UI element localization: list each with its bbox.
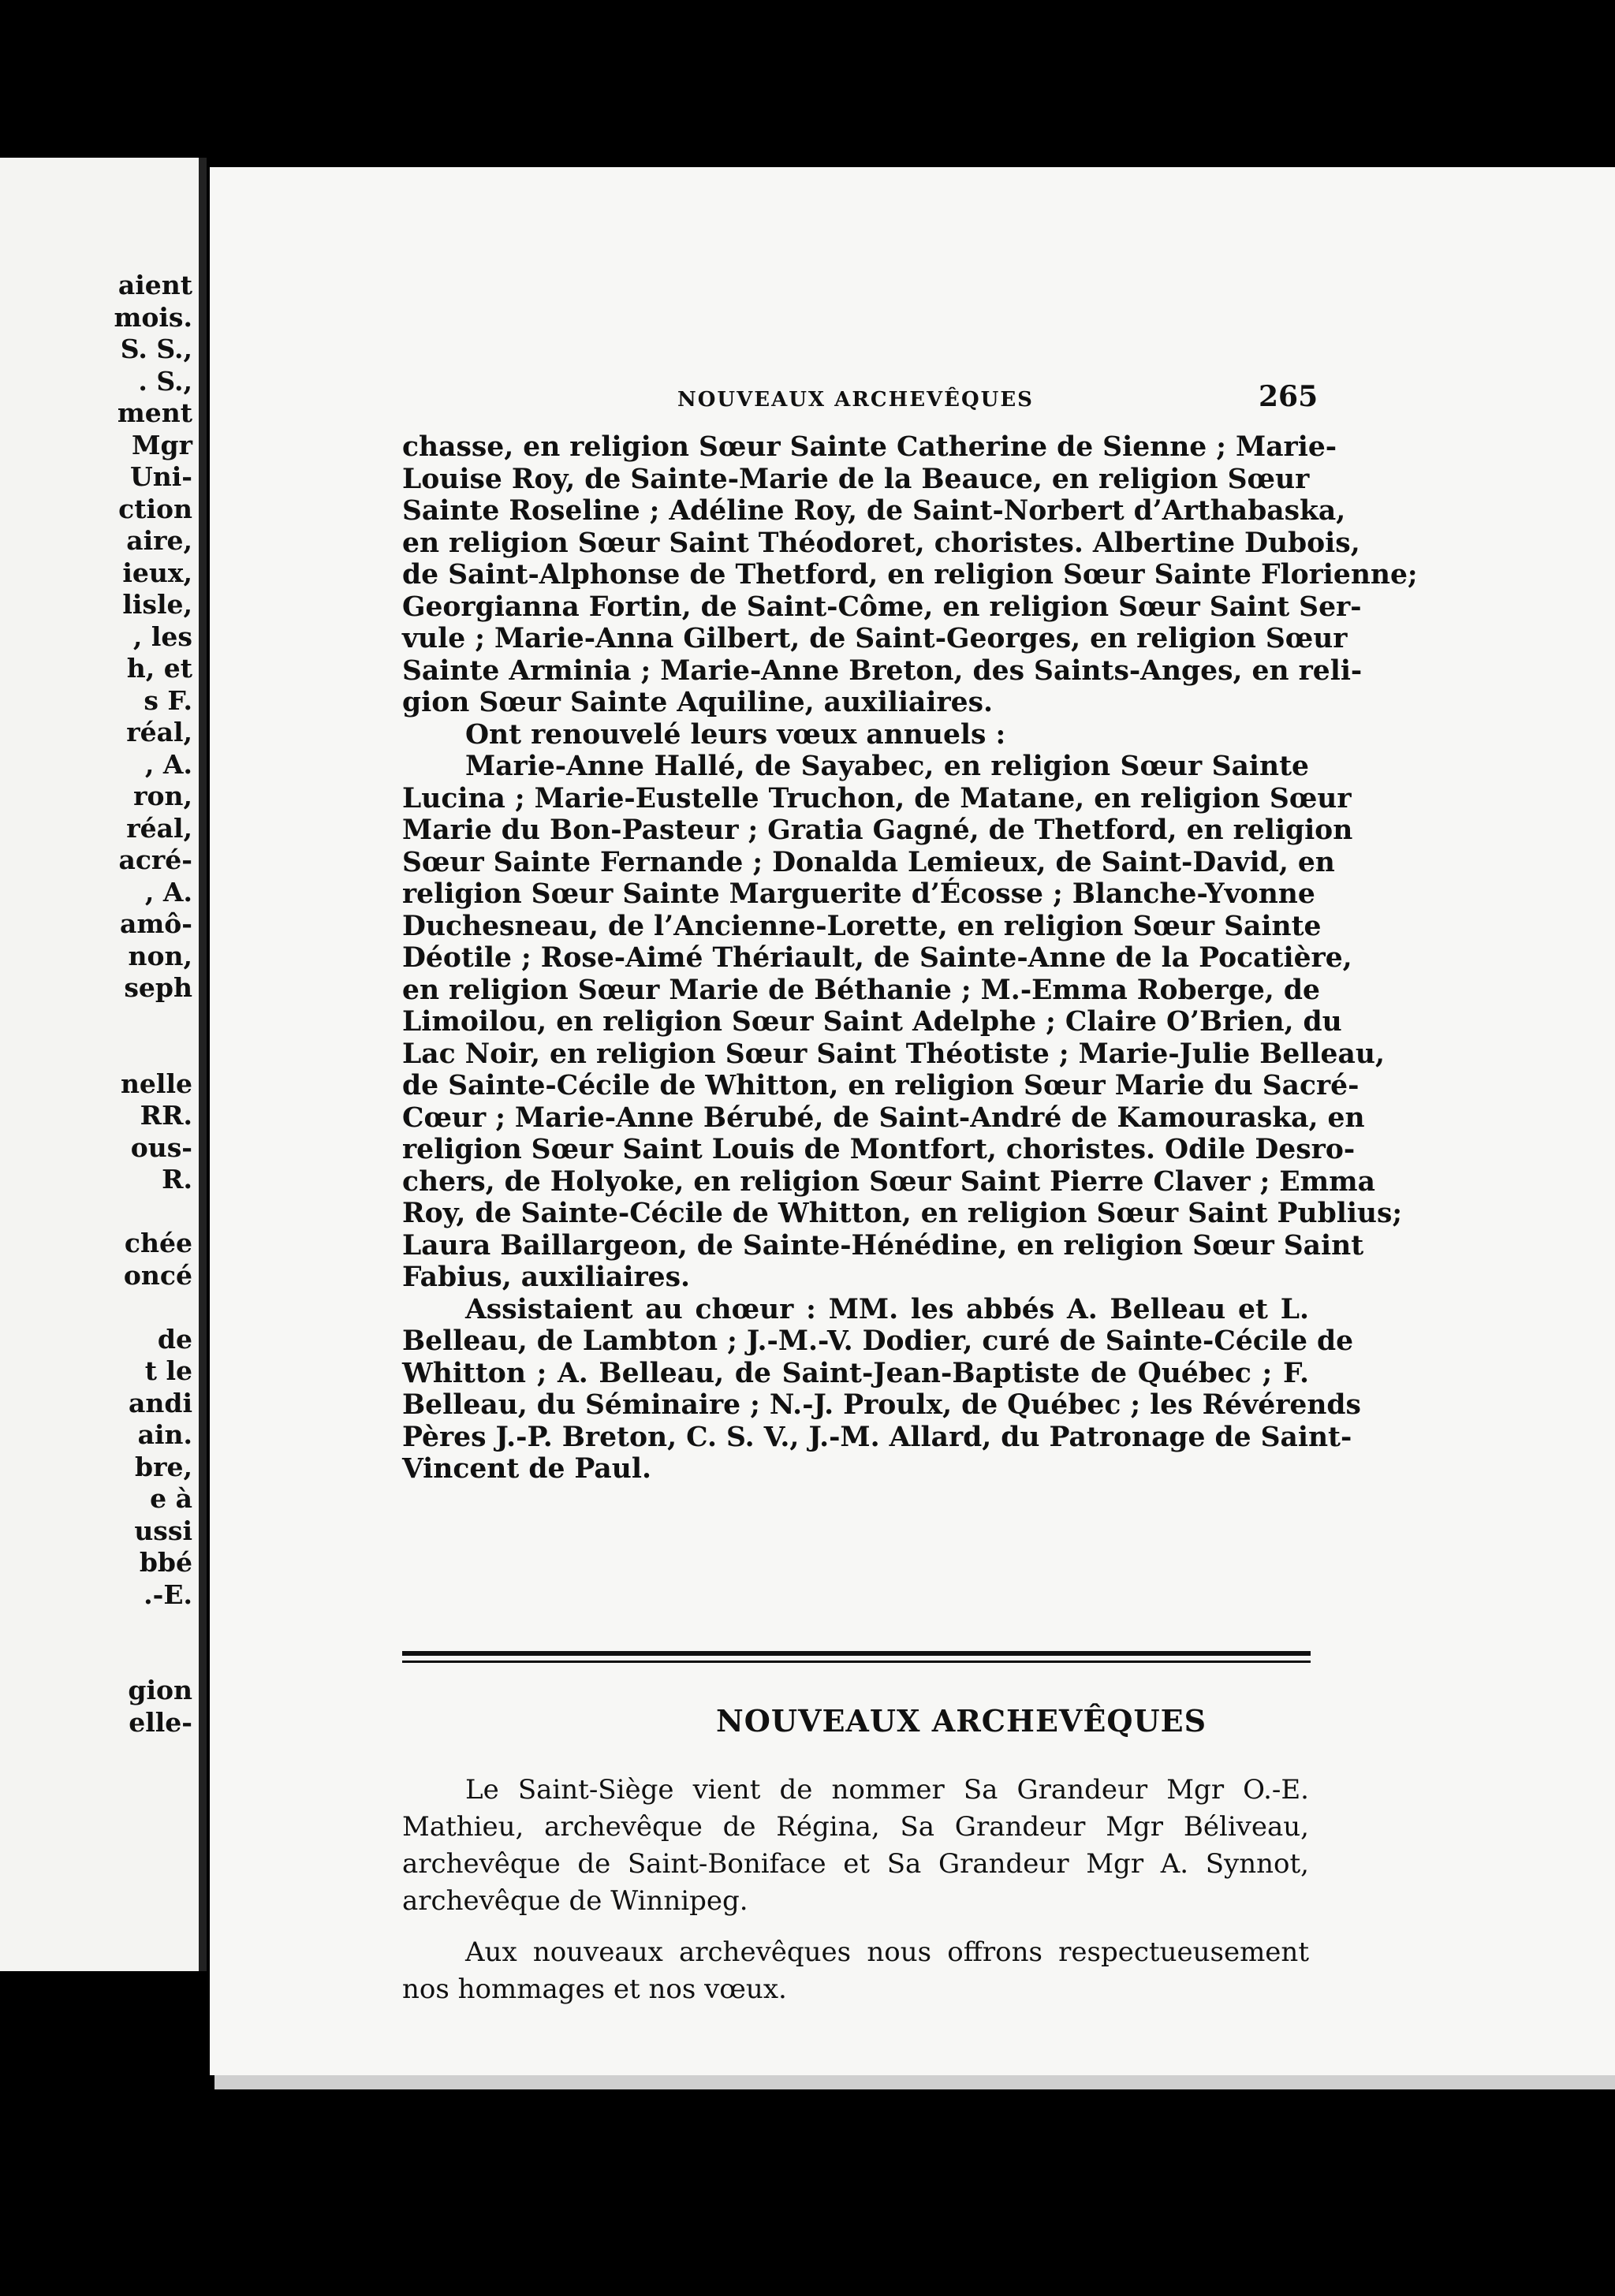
body-line: religion Sœur Sainte Marguerite d’Écosse ; Blanche-Yvonne <box>402 878 1315 910</box>
previous-page-line: R. <box>162 1164 192 1195</box>
section-rule-thin <box>402 1660 1311 1663</box>
body-line: Duchesneau, de l’Ancienne-Lorette, en religion Sœur Sainte <box>402 910 1322 942</box>
body-line: religion Sœur Saint Louis de Montfort, choristes. Odile Desro- <box>402 1134 1356 1165</box>
body-line: Sœur Sainte Fernande ; Donalda Lemieux, de Saint-David, en <box>402 846 1335 878</box>
previous-page-line: , les <box>132 621 192 652</box>
body-line: Belleau, du Séminaire ; N.-J. Proulx, de Québec ; les Révérends <box>402 1389 1361 1421</box>
body-line: de Sainte-Cécile de Whitton, en religion Sœur Marie du Sacré- <box>402 1070 1360 1101</box>
previous-page-line: nelle <box>120 1068 192 1099</box>
previous-page-line: s F. <box>144 684 192 716</box>
body-line: Assistaient au chœur : MM. les abbés A. Belleau et L. <box>465 1293 1309 1325</box>
body-line: Roy, de Sainte-Cécile de Whitton, en religion Sœur Saint Publius; <box>402 1198 1403 1229</box>
previous-page-line: réal, <box>126 812 192 844</box>
previous-page-line: bre, <box>135 1451 192 1482</box>
previous-page-line: lisle, <box>122 589 192 620</box>
body-line: Vincent de Paul. <box>402 1453 651 1485</box>
body-line: Whitton ; A. Belleau, de Saint-Jean-Baptiste de Québec ; F. <box>402 1357 1309 1389</box>
body-line: chasse, en religion Sœur Sainte Catherine de Sienne ; Marie- <box>402 431 1337 463</box>
body-line: gion Sœur Sainte Aquiline, auxiliaires. <box>402 687 994 718</box>
section-title-text: NOUVEAUX ARCHEVÊQUES <box>715 1703 1207 1739</box>
body-line: archevêque de Winnipeg. <box>402 1885 748 1917</box>
body-line: vule ; Marie-Anna Gilbert, de Saint-Georges, en religion Sœur <box>402 623 1348 654</box>
running-head <box>210 380 1615 419</box>
previous-page-line: , A. <box>144 876 192 908</box>
body-line: Pères J.-P. Breton, C. S. V., J.-M. Allard, du Patronage de Saint- <box>402 1421 1352 1453</box>
body-line: chers, de Holyoke, en religion Sœur Saint Pierre Claver ; Emma <box>402 1165 1375 1198</box>
body-line: Cœur ; Marie-Anne Bérubé, de Saint-André de Kamouraska, en <box>402 1101 1365 1134</box>
previous-page-line: . S., <box>138 365 192 397</box>
previous-page-line: acré- <box>118 844 192 875</box>
body-line: Mathieu, archevêque de Régina, Sa Grandeur Mgr Béliveau, <box>402 1811 1309 1843</box>
previous-page-line: de <box>157 1323 192 1355</box>
previous-page-line: chée <box>124 1228 192 1258</box>
body-line: Fabius, auxiliaires. <box>402 1262 691 1293</box>
body-line: Sainte Arminia ; Marie-Anne Breton, des Saints-Anges, en reli- <box>402 654 1363 687</box>
previous-page-line: Mgr <box>132 429 192 460</box>
body-line: Belleau, de Lambton ; J.-M.-V. Dodier, curé de Sainte-Cécile de <box>402 1325 1354 1357</box>
body-line: Déotile ; Rose-Aimé Thériault, de Sainte-Anne de la Pocatière, <box>402 942 1352 974</box>
section-rule-thick <box>402 1651 1311 1656</box>
body-line: archevêque de Saint-Boniface et Sa Grandeur Mgr A. Synnot, <box>402 1848 1309 1880</box>
previous-page-line: aire, <box>126 525 192 556</box>
previous-page-line: t le <box>144 1355 192 1386</box>
previous-page-line: ron, <box>133 781 192 811</box>
previous-page-line: mois. <box>114 301 192 333</box>
body-line: Aux nouveaux archevêques nous offrons respectueusement <box>465 1936 1309 1968</box>
book-page <box>210 167 1615 2075</box>
previous-page-line: réal, <box>126 717 192 747</box>
previous-page-line: bbé <box>139 1547 192 1578</box>
body-line: Marie-Anne Hallé, de Sayabec, en religion Sœur Sainte <box>465 751 1309 782</box>
body-line: Lac Noir, en religion Sœur Saint Théotiste ; Marie-Julie Belleau, <box>402 1038 1385 1070</box>
body-text-bottom <box>402 1772 1309 2008</box>
body-line: Georgianna Fortin, de Saint-Côme, en religion Sœur Saint Ser- <box>402 591 1362 623</box>
body-line: en religion Sœur Saint Théodoret, choristes. Albertine Dubois, <box>402 527 1360 559</box>
running-head-title: NOUVEAUX ARCHEVÊQUES <box>677 388 1034 412</box>
previous-page-line: ussi <box>134 1515 192 1546</box>
body-line: de Saint-Alphonse de Thetford, en religion Sœur Sainte Florienne; <box>402 559 1418 591</box>
body-line: Limoilou, en religion Sœur Saint Adelphe ; Claire O’Brien, du <box>402 1006 1342 1038</box>
section-title <box>210 1703 1615 1739</box>
previous-page-line: ction <box>118 493 192 524</box>
body-line: Lucina ; Marie-Eustelle Truchon, de Matane, en religion Sœur <box>402 782 1352 814</box>
body-line: Le Saint-Siège vient de nommer Sa Grandeur Mgr O.-E. <box>465 1774 1309 1806</box>
previous-page-line: elle- <box>129 1706 192 1738</box>
previous-page-line: h, et <box>126 653 192 684</box>
previous-page-line: S. S., <box>120 334 192 364</box>
previous-page-line: andi <box>129 1387 192 1418</box>
previous-page-line: , A. <box>144 748 192 780</box>
previous-page-line: e à <box>150 1483 192 1514</box>
previous-page-line: seph <box>124 972 192 1003</box>
previous-page-line: .-E. <box>144 1578 192 1610</box>
previous-page-line: ain. <box>137 1419 192 1450</box>
body-line: Louise Roy, de Sainte-Marie de la Beauce, en religion Sœur <box>402 463 1310 495</box>
previous-page-line: ous- <box>130 1131 192 1163</box>
previous-page-line: ment <box>117 397 192 428</box>
previous-page-strip <box>0 158 207 1971</box>
page-number: 265 <box>1259 380 1318 413</box>
previous-page-line: non, <box>128 940 192 971</box>
previous-page-line: amô- <box>119 908 192 939</box>
body-line: Sainte Roseline ; Adéline Roy, de Saint-Norbert d’Arthabaska, <box>402 495 1346 527</box>
previous-page-line: Uni- <box>129 461 192 492</box>
paragraph-gap <box>402 1920 1309 1934</box>
body-line: nos hommages et nos vœux. <box>402 1974 787 2005</box>
body-line: en religion Sœur Marie de Béthanie ; M.-Emma Roberge, de <box>402 974 1320 1006</box>
previous-page-line: aient <box>117 270 192 300</box>
body-line: Ont renouvelé leurs vœux annuels : <box>465 718 1006 751</box>
previous-page-line: RR. <box>140 1100 192 1131</box>
body-line: Laura Baillargeon, de Sainte-Hénédine, en religion Sœur Saint <box>402 1229 1364 1262</box>
body-line: Marie du Bon-Pasteur ; Gratia Gagné, de Thetford, en religion <box>402 814 1353 846</box>
previous-page-line: ieux, <box>122 557 192 588</box>
body-text-top <box>402 431 1418 1485</box>
previous-page-line: oncé <box>123 1259 192 1291</box>
previous-page-line: gion <box>128 1675 192 1705</box>
